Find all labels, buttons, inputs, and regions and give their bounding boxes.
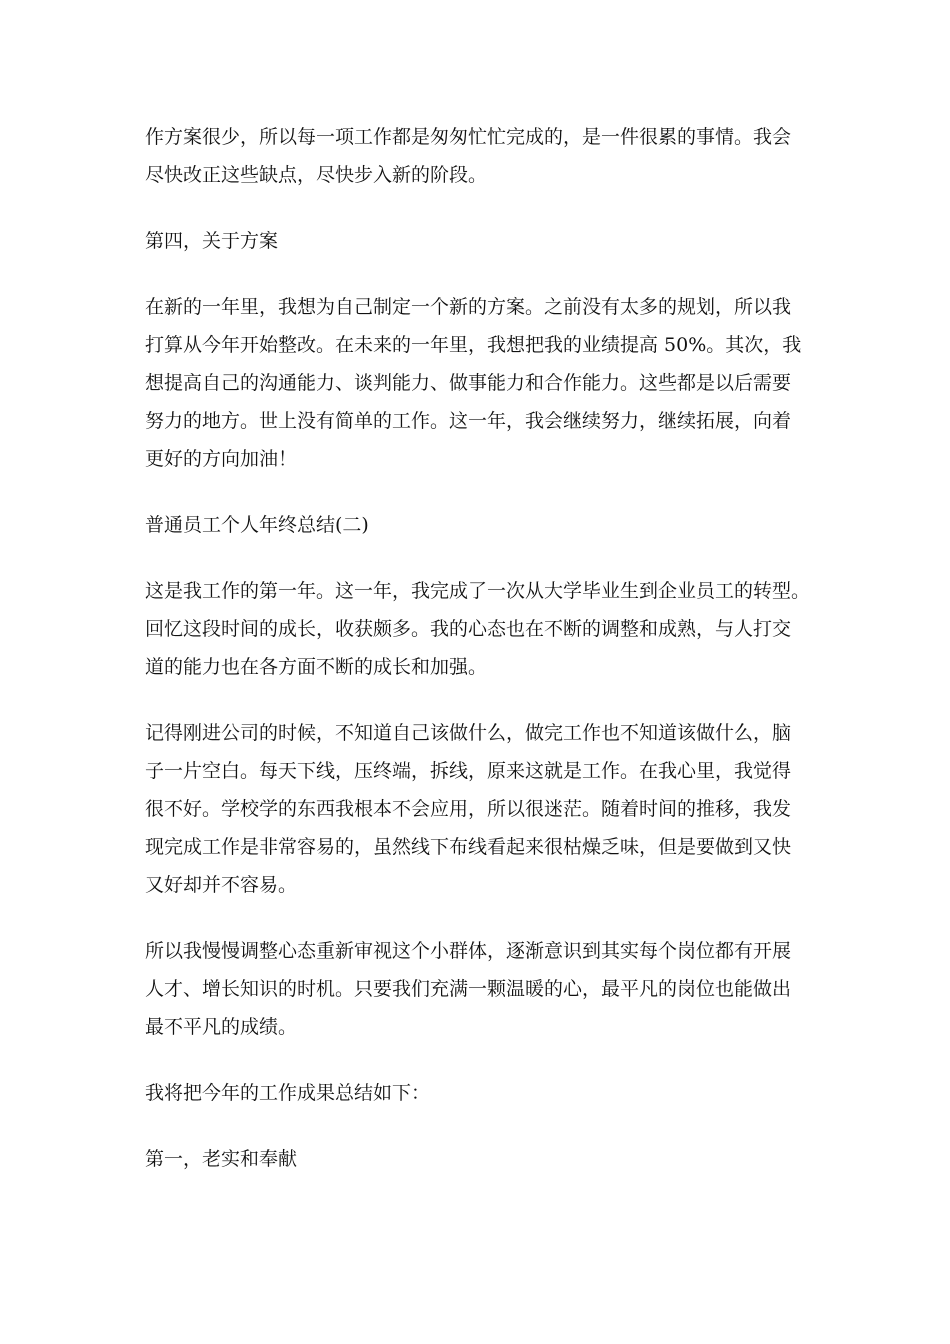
text-line: 很不好。学校学的东西我根本不会应用，所以很迷茫。随着时间的推移，我发 [145, 798, 792, 820]
text-line: 打算从今年开始整改。在未来的一年里，我想把我的业绩提高 50%。其次，我 [145, 334, 802, 356]
paragraph-memory [145, 714, 815, 904]
document-subtitle [145, 506, 815, 544]
section-heading-1 [145, 1140, 815, 1178]
text-line: 更好的方向加油！ [145, 448, 298, 470]
paragraph-first-year [145, 572, 815, 686]
paragraph-1 [145, 118, 815, 194]
text-line: 这是我工作的第一年。这一年，我完成了一次从大学毕业生到企业员工的转型。 [145, 580, 811, 602]
text-line: 想提高自己的沟通能力、谈判能力、做事能力和合作能力。这些都是以后需要 [145, 372, 792, 394]
heading-line: 第一，老实和奉献 [145, 1148, 298, 1170]
text-line: 现完成工作是非常容易的，虽然线下布线看起来很枯燥乏味，但是要做到又快 [145, 836, 792, 858]
heading-line: 第四，关于方案 [145, 230, 279, 252]
text-line: 作方案很少，所以每一项工作都是匆匆忙忙完成的，是一件很累的事情。我会 [145, 126, 792, 148]
text-line: 尽快改正这些缺点，尽快步入新的阶段。 [145, 164, 488, 186]
paragraph-plan [145, 288, 815, 478]
text-line: 人才、增长知识的时机。只要我们充满一颗温暖的心，最平凡的岗位也能做出 [145, 978, 792, 1000]
text-line: 在新的一年里，我想为自己制定一个新的方案。之前没有太多的规划，所以我 [145, 296, 792, 318]
text-line: 努力的地方。世上没有简单的工作。这一年，我会继续努力，继续拓展，向着 [145, 410, 792, 432]
document-body [145, 118, 815, 1206]
section-heading-4 [145, 222, 815, 260]
text-line: 我将把今年的工作成果总结如下： [145, 1082, 431, 1104]
paragraph-summary-intro [145, 1074, 815, 1112]
text-line: 记得刚进公司的时候，不知道自己该做什么，做完工作也不知道该做什么，脑 [145, 722, 792, 744]
paragraph-attitude [145, 932, 815, 1046]
text-line: 最不平凡的成绩。 [145, 1016, 298, 1038]
subtitle-line: 普通员工个人年终总结(二) [145, 514, 369, 536]
text-line: 所以我慢慢调整心态重新审视这个小群体，逐渐意识到其实每个岗位都有开展 [145, 940, 792, 962]
text-line: 子一片空白。每天下线，压终端，拆线，原来这就是工作。在我心里，我觉得 [145, 760, 792, 782]
text-line: 回忆这段时间的成长，收获颇多。我的心态也在不断的调整和成熟，与人打交 [145, 618, 792, 640]
text-line: 道的能力也在各方面不断的成长和加强。 [145, 656, 488, 678]
text-line: 又好却并不容易。 [145, 874, 298, 896]
